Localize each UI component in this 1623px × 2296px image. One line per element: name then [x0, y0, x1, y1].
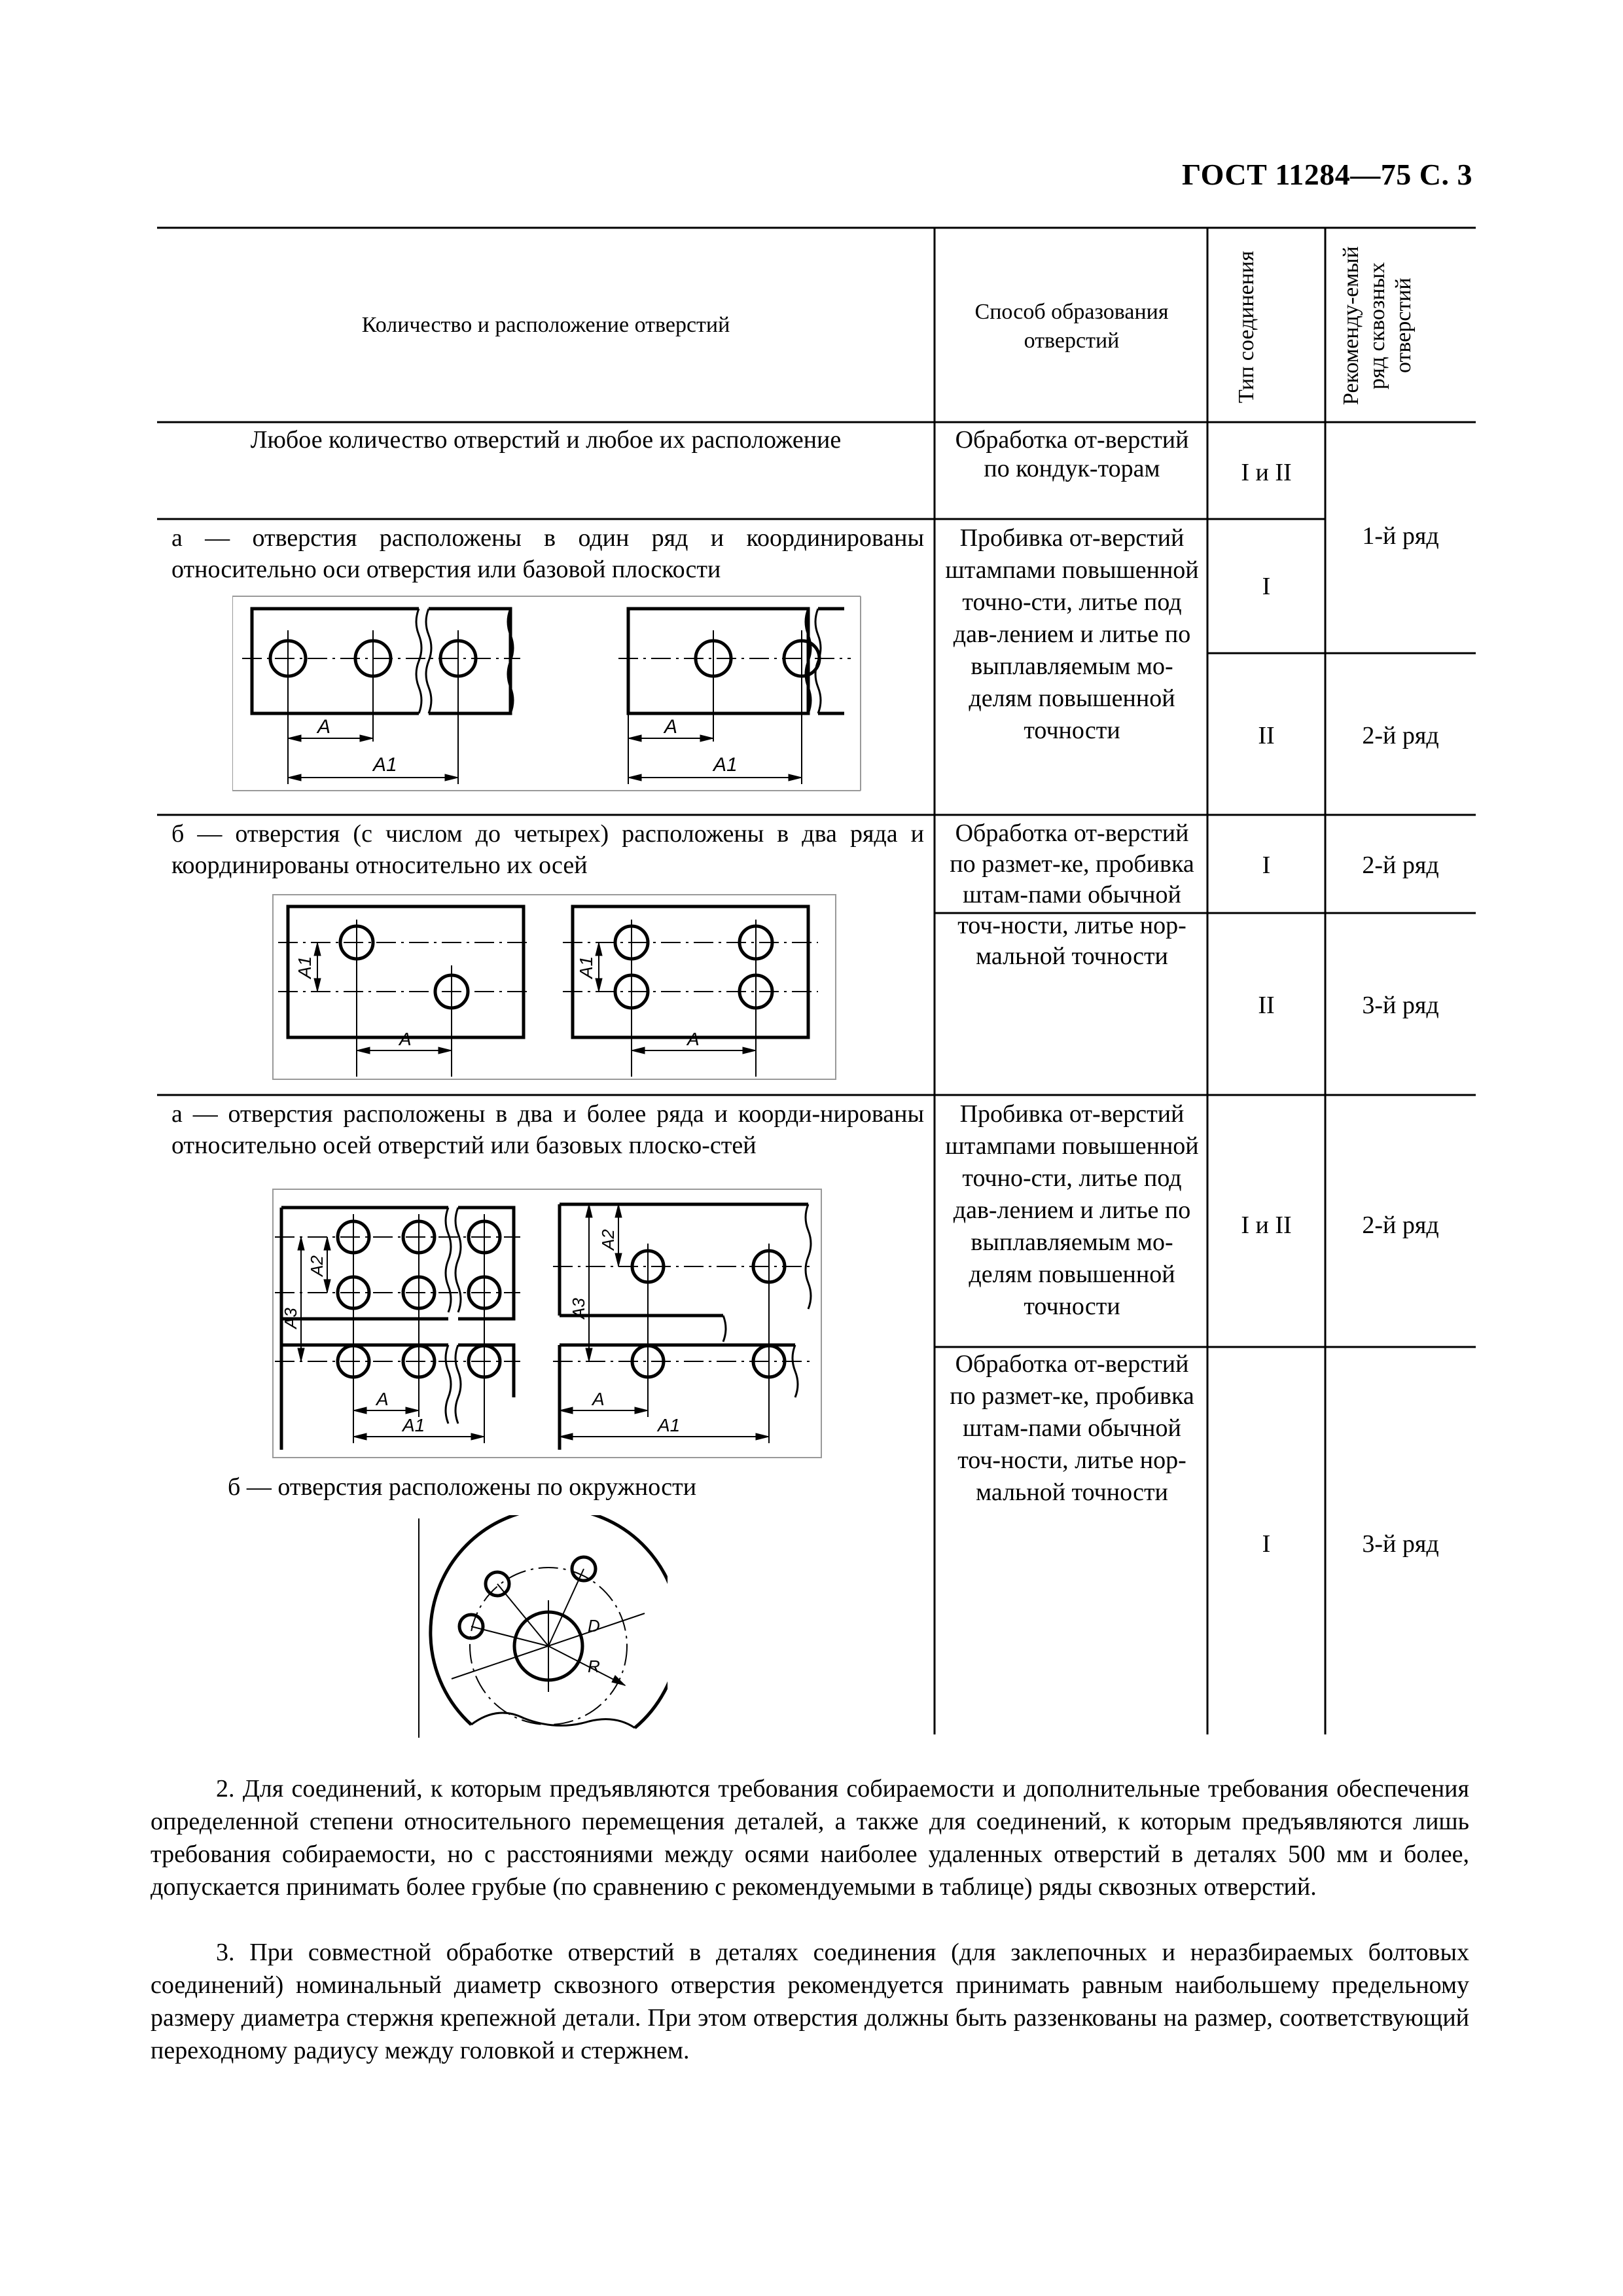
row3-method: Обработка от-верстий по размет-ке, пробивка штам-пами обычной точ-ности, литье нор-мальной точности [950, 819, 1194, 970]
fig3-label-a-right: A [592, 1389, 605, 1409]
row5-type: I [1262, 1530, 1271, 1558]
fig2-label-a1-right: A1 [576, 956, 596, 978]
paragraph-3: 3. При совместной обработке отверстий в деталях соединения (для заклепочных и неразбираемых болтовых соединений) номинальный диаметр сквозного отверстия рекомендуется принимать равным наибольшему предельному размеру диаметра стержня крепежной детали. При этом отверстия должны быть раззенкованы на размер, соответствующий переходному радиусу между головкой и стержнем. [151, 1939, 1469, 2064]
column-header-row: Рекоменду-емый ряд сквозных отверстий [1339, 246, 1416, 405]
row4-method: Пробивка от-верстий штампами повышенной точно-сти, литье под дав-лением и литье по выплавляемым мо-делям повышенной точности [945, 1100, 1199, 1320]
figure-holes-circular [412, 1515, 668, 1741]
row3-recommended-b: 3-й ряд [1362, 992, 1439, 1019]
fig3-label-a1: A1 [402, 1415, 425, 1435]
row4-arrangement: а — отверстия расположены в два и более ряда и коорди-нированы относительно осей отверстий или базовых плоско-стей [171, 1100, 924, 1159]
fig3-label-a1-right: A1 [658, 1415, 681, 1435]
fig4-label-r: R [588, 1657, 600, 1676]
row4-recommended: 2-й ряд [1362, 1211, 1439, 1239]
fig3-label-a: A [376, 1389, 389, 1409]
fig1-label-a-right: A [664, 716, 678, 738]
column-header-type: Тип соединения [1234, 251, 1258, 404]
row1-arrangement: Любое количество отверстий и любое их расположение [250, 426, 842, 454]
fig3-label-a2: A2 [307, 1255, 327, 1276]
fig3-label-a2-right: A2 [598, 1229, 618, 1250]
fig3-label-a3-right: A3 [569, 1298, 588, 1319]
row2-arrangement: а — отверстия расположены в один ряд и координированы относительно оси отверстия или базовой плоскости [171, 524, 924, 583]
row2-method: Пробивка от-верстий штампами повышенной точно-сти, литье под дав-лением и литье по выплавляемым мо-делям повышенной точности [945, 524, 1199, 744]
figure-holes-one-row [232, 594, 864, 794]
fig1-label-a1: A1 [373, 754, 397, 776]
fig2-label-a: A [399, 1029, 412, 1049]
row1-method: Обработка от-верстий по кондук-торам [955, 426, 1189, 482]
fig2-label-a-right: A [687, 1029, 700, 1049]
row2-recommended: 2-й ряд [1362, 722, 1439, 749]
figure-holes-two-rows [272, 893, 838, 1083]
row2-type-b: II [1258, 722, 1275, 749]
fig2-label-a1: A1 [294, 956, 315, 978]
figure-holes-multiple-rows [272, 1188, 825, 1463]
row2-type-a: I [1262, 573, 1271, 600]
row1-type: I и II [1241, 459, 1292, 486]
row1-recommended: 1-й ряд [1362, 522, 1439, 550]
row5-method: Обработка от-верстий по размет-ке, пробивка штам-пами обычной точ-ности, литье нор-мальной точности [950, 1350, 1194, 1506]
row3-arrangement: б — отверстия (с числом до четырех) расположены в два ряда и координированы относительно их осей [171, 820, 924, 879]
row4-type: I и II [1241, 1211, 1292, 1239]
row3-recommended-a: 2-й ряд [1362, 852, 1439, 879]
column-header-method: Способ образования отверстий [974, 300, 1169, 353]
fig4-label-d: D [588, 1616, 600, 1636]
column-header-arrangement: Количество и расположение отверстий [361, 313, 730, 337]
row5-recommended: 3-й ряд [1362, 1530, 1439, 1558]
document-header: ГОСТ 11284—75 С. 3 [1181, 158, 1472, 191]
fig1-label-a: A [317, 716, 331, 738]
fig3-label-a3: A3 [281, 1308, 300, 1329]
fig1-label-a1-right: A1 [713, 754, 738, 776]
row5-arrangement: б — отверстия расположены по окружности [228, 1473, 697, 1501]
row3-type-a: I [1262, 852, 1271, 879]
row3-type-b: II [1258, 992, 1275, 1019]
paragraph-2: 2. Для соединений, к которым предъявляются требования собираемости и дополнительные требования обеспечения определенной степени относительного перемещения деталей, а также для соединений, к которым предъявляются лишь требования собираемости, но с расстояниями между осями наиболее удаленных отверстий в деталях 500 мм и более, допускается принимать более грубые (по сравнению с рекомендуемыми в таблице) ряды сквозных отверстий. [151, 1775, 1469, 1901]
